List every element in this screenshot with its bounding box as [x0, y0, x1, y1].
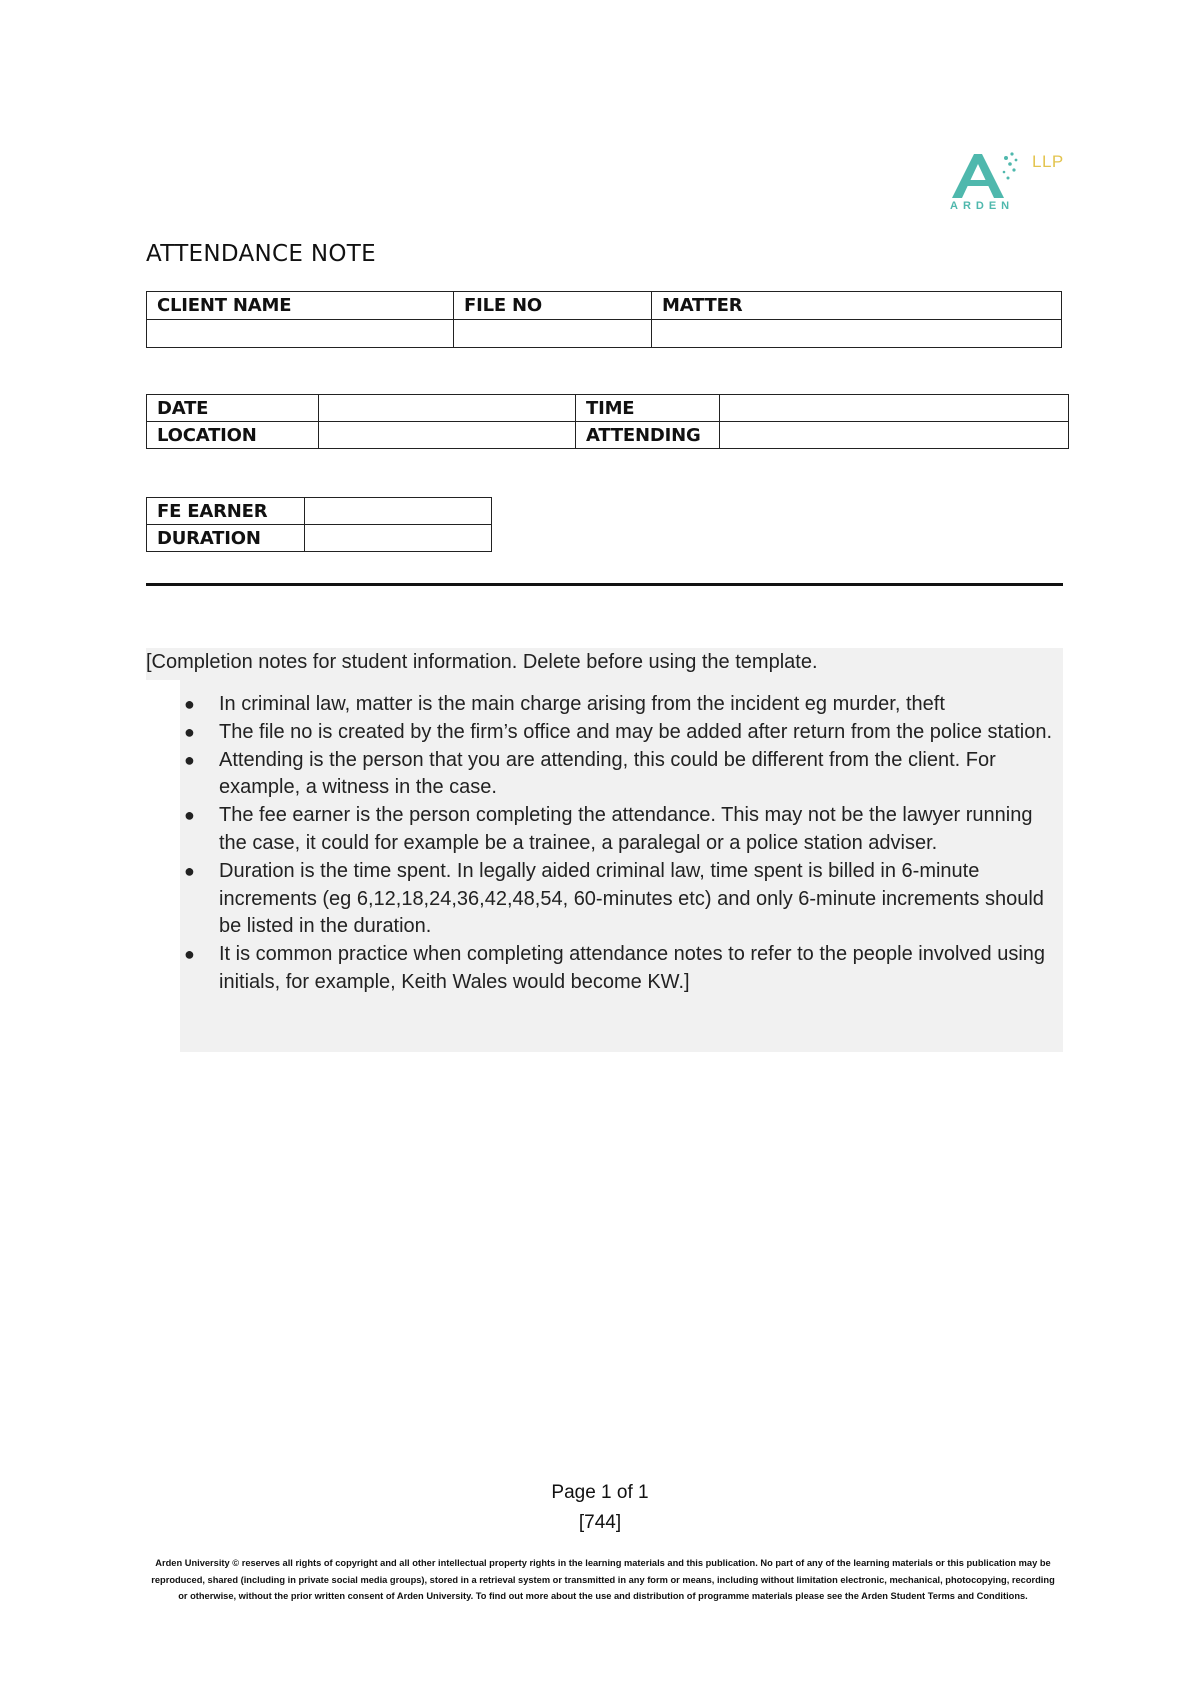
time-label: TIME: [576, 395, 720, 422]
divider-rule: [146, 583, 1063, 586]
bullet-icon: ●: [184, 944, 195, 965]
attending-label: ATTENDING: [576, 422, 720, 449]
bullet-icon: ●: [184, 860, 195, 881]
file-no-label: FILE NO: [454, 292, 652, 320]
client-name-field[interactable]: [147, 320, 454, 348]
notes-list: [180, 691, 1060, 997]
list-item: ● The fee earner is the person completing the attendance. This may not be the lawyer running the case, it could for example be a trainee, a paralegal or a police station adviser.: [184, 804, 1033, 854]
fee-earner-field[interactable]: [305, 498, 492, 525]
list-item: ● It is common practice when completing attendance notes to refer to the people involved using initials, for example, Keith Wales would become KW.]: [184, 943, 1046, 993]
bullet-icon: ●: [184, 721, 195, 742]
logo-llp: LLP: [1032, 152, 1064, 171]
bullet-icon: ●: [184, 805, 195, 826]
date-field[interactable]: [319, 395, 576, 422]
logo-wordmark: ARDEN: [950, 200, 1015, 212]
notes-intro: [Completion notes for student information. Delete before using the template.: [146, 651, 818, 673]
attending-field[interactable]: [720, 422, 1069, 449]
document-code: [744]: [578, 1512, 622, 1533]
bullet-icon: ●: [184, 694, 195, 714]
date-label: DATE: [147, 395, 319, 422]
client-name-label: CLIENT NAME: [147, 292, 454, 320]
fee-earner-label: FE EARNER: [147, 498, 305, 525]
matter-field[interactable]: [652, 320, 1062, 348]
time-field[interactable]: [720, 395, 1069, 422]
duration-label: DURATION: [147, 525, 305, 552]
matter-label: MATTER: [652, 292, 1062, 320]
list-item: ● The file no is created by the firm’s office and may be added after return from the police station.: [180, 719, 1060, 747]
duration-field[interactable]: [305, 525, 492, 552]
page-title: ATTENDANCE NOTE: [146, 241, 376, 267]
page-number: Page 1 of 1: [551, 1482, 649, 1503]
location-label: LOCATION: [147, 422, 319, 449]
file-no-field[interactable]: [454, 320, 652, 348]
fee-earner-table: [146, 497, 492, 552]
list-item: ● In criminal law, matter is the main charge arising from the incident eg murder, theft: [180, 691, 1060, 719]
attendance-details-table: [146, 394, 1069, 449]
location-field[interactable]: [319, 422, 576, 449]
copyright-notice: Arden University © reserves all rights of copyright and all other intellectual property rights in the learning materials and this publication. No part of any of the learning materials or this publication may be reproduced, shared (including in private social media groups), stored in a retrieval system or transmitted in any form or means, including without limitation electronic, mechanical, photocopying, recording or otherwise, without the prior written consent of Arden University. To find out more about the use and distribution of programme materials please see the Arden Student Terms and Conditions.: [151, 1558, 1055, 1601]
client-info-table: [146, 291, 1062, 348]
bullet-icon: ●: [184, 749, 195, 770]
list-item: ● Duration is the time spent. In legally aided criminal law, time spent is billed in 6-minute increments (eg 6,12,18,24,36,42,48,54, 60-minutes etc) and only 6-minute increments should be listed in the duration.: [184, 859, 1044, 938]
list-item: ● Attending is the person that you are attending, this could be different from the client. For example, a witness in the case.: [184, 748, 996, 799]
